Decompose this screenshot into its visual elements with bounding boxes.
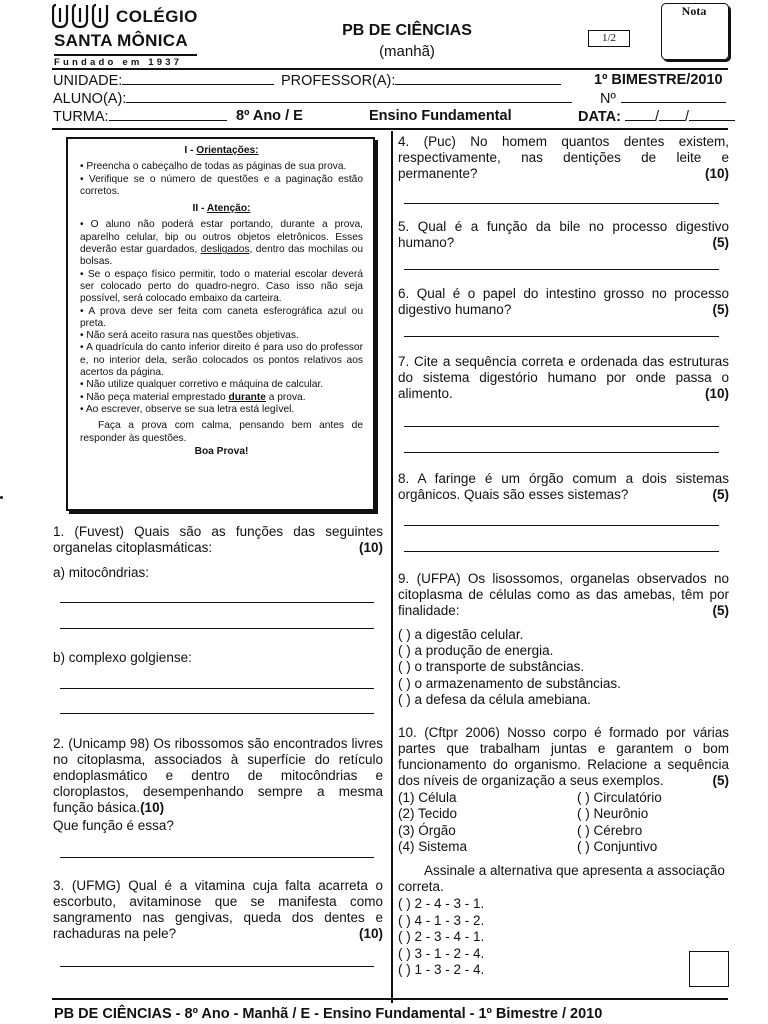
question-7: 7. Cite a sequência correta e ordenada das estruturas do sistema digestório humano por onde passa o alimento. (10) bbox=[398, 354, 729, 401]
footer-divider bbox=[52, 998, 728, 1000]
school-level: Ensino Fundamental bbox=[369, 108, 512, 124]
answer-line[interactable] bbox=[404, 426, 719, 427]
number-field[interactable] bbox=[621, 90, 726, 103]
answer-line[interactable] bbox=[404, 269, 719, 270]
class-field[interactable] bbox=[109, 108, 227, 121]
question-10-option[interactable]: ( ) 2 - 4 - 3 - 1. bbox=[398, 896, 485, 911]
page-footer: PB DE CIÊNCIAS - 8º Ano - Manhã / E - Ensino Fundamental - 1º Bimestre / 2010 bbox=[54, 1006, 603, 1022]
grade-box-label: Nota bbox=[681, 4, 707, 18]
question-10-level: (3) Órgão bbox=[398, 823, 456, 838]
question-4-points: (10) bbox=[704, 166, 729, 181]
question-2-prompt: Que função é essa? bbox=[53, 818, 174, 833]
attention-item: • Não será aceito rasura nas questões objetivas. bbox=[80, 330, 299, 342]
question-10-option[interactable]: ( ) 2 - 3 - 4 - 1. bbox=[398, 929, 485, 944]
exam-shift: (manhã) bbox=[379, 43, 435, 60]
grade-level: 8º Ano / E bbox=[236, 108, 303, 124]
answer-line[interactable] bbox=[60, 688, 374, 689]
question-4: 4. (Puc) No homem quantos dentes existem, respectivamente, nas dentições de leite e permanente? (10) bbox=[398, 134, 729, 181]
date-label: DATA: bbox=[578, 109, 621, 125]
answer-line[interactable] bbox=[404, 203, 719, 204]
student-field[interactable] bbox=[126, 90, 572, 103]
instruction-item: • Verifique se o número de questões e a paginação estão corretos. bbox=[80, 173, 363, 197]
calm-note: Faça a prova com calma, pensando bem antes de responder às questões. bbox=[80, 420, 363, 444]
date-day-field[interactable] bbox=[625, 108, 655, 121]
question-8: 8. A faringe é um órgão comum a dois sistemas orgânicos. Quais são esses sistemas? (5) bbox=[398, 471, 729, 502]
answer-line[interactable] bbox=[60, 713, 374, 714]
fields-divider bbox=[52, 128, 728, 130]
teacher-row bbox=[281, 72, 561, 89]
school-logo-icon bbox=[52, 2, 114, 30]
answer-line[interactable] bbox=[404, 452, 719, 453]
question-1b: b) complexo golgiense: bbox=[53, 650, 192, 665]
answer-line[interactable] bbox=[60, 628, 374, 629]
question-10-example[interactable]: ( ) Neurônio bbox=[577, 806, 649, 821]
question-6-points: (5) bbox=[712, 302, 729, 317]
question-5-points: (5) bbox=[712, 235, 729, 250]
answer-line[interactable] bbox=[60, 966, 374, 967]
attention-item: • Se o espaço físico permitir, todo o material escolar deverá ser colocado perto do quadro-negro. Caso isso não seja possível, será colocado embaixo da carteira. bbox=[80, 268, 363, 305]
attention-heading: II - Atenção: bbox=[192, 203, 251, 215]
exam-title: PB DE CIÊNCIAS bbox=[342, 22, 472, 39]
attention-item: • A prova deve ser feita com caneta esferográfica azul ou preta. bbox=[80, 305, 363, 329]
student-label: ALUNO(A): bbox=[53, 91, 127, 107]
instructions-heading: I - Orientações: bbox=[184, 145, 259, 156]
question-10-points: (5) bbox=[712, 773, 729, 788]
page-number: 1/2 bbox=[588, 30, 630, 47]
attention-item: • A quadrícula do canto inferior direito é para uso do professor e, no interior dela, serão colocados os pontos relativos aos acertos da página. bbox=[80, 342, 363, 379]
question-10-option[interactable]: ( ) 4 - 1 - 3 - 2. bbox=[398, 913, 485, 928]
header-divider bbox=[52, 68, 728, 70]
instructions-box bbox=[66, 137, 375, 511]
attention-item: • Não peça material emprestado durante a prova. bbox=[80, 391, 306, 403]
question-10-example[interactable]: ( ) Circulatório bbox=[577, 790, 662, 805]
question-9-option[interactable]: ( ) a digestão celular. bbox=[398, 627, 524, 642]
question-10-level: (2) Tecido bbox=[398, 806, 458, 821]
attention-item: • Não utilize qualquer corretivo e máquina de calcular. bbox=[80, 379, 324, 391]
question-9-option[interactable]: ( ) a defesa da célula amebiana. bbox=[398, 692, 591, 707]
founded-year: Fundado em 1937 bbox=[54, 54, 197, 68]
question-10-prompt: Assinale a alternativa que apresenta a associação correta. bbox=[398, 863, 725, 894]
term-label: 1º BIMESTRE/2010 bbox=[594, 72, 723, 88]
question-9-option[interactable]: ( ) o armazenamento de substâncias. bbox=[398, 676, 621, 691]
question-5: 5. Qual é a função da bile no processo digestivo humano? (5) bbox=[398, 219, 729, 250]
date-year-field[interactable] bbox=[689, 108, 735, 121]
answer-line[interactable] bbox=[404, 551, 719, 552]
question-9: 9. (UFPA) Os lisossomos, organelas observados no citoplasma de células como as das amebas, têm por finalidade: (5) bbox=[398, 571, 729, 618]
number-label: Nº bbox=[600, 91, 616, 107]
question-10-option[interactable]: ( ) 1 - 3 - 2 - 4. bbox=[398, 962, 485, 977]
column-divider bbox=[391, 131, 393, 1003]
answer-line[interactable] bbox=[60, 857, 374, 858]
unit-label: UNIDADE: bbox=[53, 73, 123, 89]
question-2-points: (10) bbox=[140, 800, 165, 815]
margin-mark bbox=[0, 496, 3, 499]
question-7-points: (10) bbox=[704, 386, 729, 401]
question-1: 1. (Fuvest) Quais são as funções das seguintes organelas citoplasmáticas: (10) bbox=[53, 524, 383, 555]
instruction-item: • Preencha o cabeçalho de todas as páginas de sua prova. bbox=[80, 161, 347, 173]
unit-row bbox=[53, 72, 274, 89]
answer-line[interactable] bbox=[404, 525, 719, 526]
question-10-example[interactable]: ( ) Cérebro bbox=[577, 823, 643, 838]
unit-field[interactable] bbox=[122, 72, 274, 85]
question-9-points: (5) bbox=[712, 603, 729, 618]
student-row bbox=[53, 90, 572, 107]
answer-line[interactable] bbox=[404, 336, 719, 337]
school-name-line2: SANTA MÔNICA bbox=[54, 31, 188, 50]
question-8-points: (5) bbox=[712, 487, 729, 502]
score-box bbox=[689, 951, 729, 987]
question-3: 3. (UFMG) Qual é a vitamina cuja falta acarreta o escorbuto, avitaminose que se manifesta como sangramento nas gengivas, queda dos dentes e rachaduras na pele? (10) bbox=[53, 878, 383, 941]
date-row: DATA: / / bbox=[578, 108, 735, 125]
teacher-field[interactable] bbox=[395, 72, 561, 85]
question-10-level: (4) Sistema bbox=[398, 839, 468, 854]
class-row bbox=[53, 108, 227, 125]
good-luck: Boa Prova! bbox=[194, 445, 249, 457]
question-10-example[interactable]: ( ) Conjuntivo bbox=[577, 839, 658, 854]
number-row bbox=[600, 90, 726, 107]
question-10-option[interactable]: ( ) 3 - 1 - 2 - 4. bbox=[398, 946, 485, 961]
question-1a: a) mitocôndrias: bbox=[53, 565, 150, 580]
teacher-label: PROFESSOR(A): bbox=[281, 73, 396, 89]
question-1-points: (10) bbox=[358, 540, 383, 555]
school-name-line1: COLÉGIO bbox=[116, 7, 198, 26]
attention-item: • O aluno não poderá estar portando, durante a prova, aparelho celular, bip ou outros objetos eletrônicos. Esses deverão estar guardados, desligados, dentro das mochilas ou bolsas. bbox=[80, 219, 363, 268]
question-9-option[interactable]: ( ) a produção de energia. bbox=[398, 643, 554, 658]
question-2: 2. (Unicamp 98) Os ribossomos são encontrados livres no citoplasma, associados à superfície do retículo endoplasmático e dentro de mitocôndrias e cloroplastos, desempenhando sempre a mesma função básica.(10) bbox=[53, 736, 383, 815]
question-10-level: (1) Célula bbox=[398, 790, 457, 805]
class-label: TURMA: bbox=[53, 109, 109, 125]
answer-line[interactable] bbox=[60, 602, 374, 603]
attention-item: • Ao escrever, observe se sua letra está legível. bbox=[80, 403, 295, 415]
question-3-points: (10) bbox=[358, 926, 383, 941]
question-6: 6. Qual é o papel do intestino grosso no processo digestivo humano? (5) bbox=[398, 286, 729, 317]
question-9-option[interactable]: ( ) o transporte de substâncias. bbox=[398, 659, 585, 674]
question-10: 10. (Cftpr 2006) Nosso corpo é formado por várias partes que trabalham juntas e garantem o bom funcionamento do organismo. Relacione a sequência dos níveis de organização a seus exemplos. (5) bbox=[398, 725, 729, 788]
date-month-field[interactable] bbox=[659, 108, 685, 121]
